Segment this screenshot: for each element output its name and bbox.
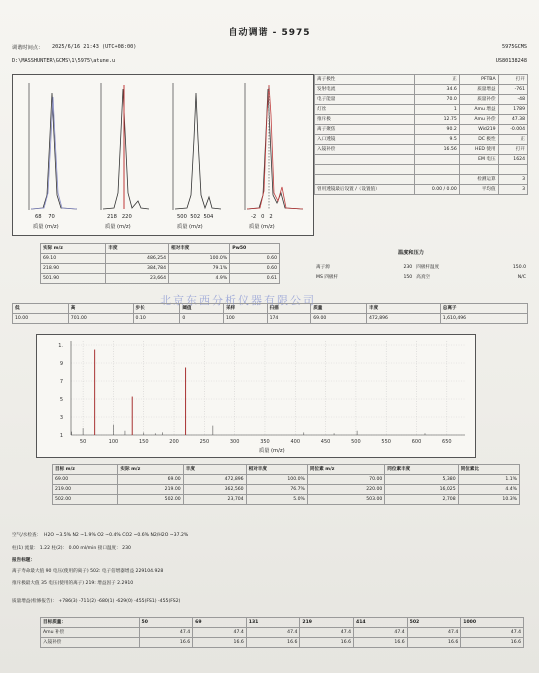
gain-row-cell: 16.6 bbox=[407, 638, 461, 648]
param-row-cell: 检测运算 bbox=[459, 175, 498, 185]
gain-header-cell: 1000 bbox=[461, 618, 524, 628]
peak-row-cell: 0.60 bbox=[230, 254, 280, 264]
profile-3-axis-label: 质量 (m/z) bbox=[177, 224, 203, 230]
param-row bbox=[315, 125, 528, 135]
peak-header-cell: Pw50 bbox=[230, 244, 280, 254]
page-title: 自动调谐 - 5975 bbox=[228, 28, 311, 38]
peak-row-cell: 100.0% bbox=[169, 254, 230, 264]
profile-4-trace-b bbox=[247, 85, 303, 209]
scan-header-cell: 丰度 bbox=[366, 304, 440, 314]
iso-header-cell: 相对丰度 bbox=[246, 465, 307, 475]
param-row-cell: 曾用透镜最后设置 /（设置值） bbox=[315, 185, 415, 195]
peak-row bbox=[41, 274, 280, 284]
scan-header-cell: 质量 bbox=[311, 304, 367, 314]
iso-row-cell: 100.0% bbox=[246, 475, 307, 485]
y-tick-label: 7 bbox=[59, 379, 63, 385]
iso-row-cell: 2,708 bbox=[385, 495, 458, 505]
param-row-cell bbox=[498, 165, 527, 175]
scan-header-cell: 扫描 bbox=[267, 304, 311, 314]
watermark: 北京东西分析仪器有限公司 bbox=[160, 294, 316, 307]
param-row-cell: Amu 增益 bbox=[459, 105, 498, 115]
param-row-cell bbox=[415, 175, 459, 185]
temp-cell: 离子源 bbox=[316, 265, 330, 270]
param-row-cell: 离子极性 bbox=[315, 75, 415, 85]
iso-row-cell: 70.00 bbox=[307, 475, 384, 485]
param-row-cell: 12.75 bbox=[415, 115, 459, 125]
peak-row-cell: 218.90 bbox=[41, 264, 106, 274]
iso-row-cell: 220.00 bbox=[307, 485, 384, 495]
temp-cell: 150.0 bbox=[512, 264, 526, 270]
gain-row-cell: 47.4 bbox=[193, 628, 247, 638]
iso-row bbox=[53, 475, 520, 485]
profile-spectra-panel bbox=[12, 74, 314, 236]
param-row-cell bbox=[415, 155, 459, 165]
file-path: D:\MASSHUNTER\GCMS\1\5975\atune.u bbox=[12, 58, 116, 64]
iso-row-cell: 69.00 bbox=[53, 475, 118, 485]
param-row-cell: 入镜补偿 bbox=[315, 145, 415, 155]
iso-row-cell: 472,896 bbox=[183, 475, 246, 485]
peak-header-cell: 相对丰度 bbox=[169, 244, 230, 254]
profile-2-trace bbox=[103, 89, 149, 209]
param-row-cell: EM 电压 bbox=[459, 155, 498, 165]
x-tick-label: 350 bbox=[260, 439, 270, 445]
temp-cell: N/C bbox=[517, 274, 526, 280]
lens-gain-line: 质量增益(检修报告)： +786(3) -711(2) -680(1) -629(0) -455(FS1) -455(FS2) bbox=[12, 599, 181, 604]
param-row bbox=[315, 135, 528, 145]
param-row-cell: 0.00 / 0.00 bbox=[415, 185, 459, 195]
iso-row-cell: 16,025 bbox=[385, 485, 458, 495]
profile-2-ticks: 218 220 bbox=[107, 214, 132, 220]
profile-4-trace bbox=[247, 89, 303, 209]
instrument-model: 5975GCMS bbox=[502, 44, 527, 50]
scan-value-cell: 174 bbox=[267, 314, 311, 324]
scan-spectrum-chart bbox=[36, 334, 476, 458]
y-tick-label: 1. bbox=[58, 343, 63, 349]
temp-cell: 四极杆温度 bbox=[416, 265, 440, 270]
profile-3-trace bbox=[175, 93, 221, 209]
iso-row-cell: 69.00 bbox=[118, 475, 183, 485]
param-row bbox=[315, 165, 528, 175]
param-row-cell: 质量增益 bbox=[459, 85, 498, 95]
param-row-cell: -761 bbox=[498, 85, 527, 95]
param-row bbox=[315, 185, 528, 195]
peak-row-cell: 0.60 bbox=[230, 264, 280, 274]
temp-cell: 230 bbox=[403, 264, 413, 270]
iso-row-cell: 503.00 bbox=[307, 495, 384, 505]
gain-header-cell: 502 bbox=[407, 618, 461, 628]
param-row-cell: -0.004 bbox=[498, 125, 527, 135]
param-row bbox=[315, 95, 528, 105]
param-row-cell: 3 bbox=[498, 175, 527, 185]
scan-value-cell: 1,610,496 bbox=[440, 314, 527, 324]
serial-number: US80138248 bbox=[495, 58, 527, 64]
peak-table bbox=[40, 243, 280, 284]
peak-row-cell: 501.90 bbox=[41, 274, 106, 284]
gain-header-cell: 131 bbox=[246, 618, 300, 628]
param-row-cell: DC 极性 bbox=[459, 135, 498, 145]
gain-row-cell: 16.6 bbox=[300, 638, 354, 648]
temperature-table bbox=[314, 262, 528, 282]
profile-1-trace-b bbox=[31, 97, 77, 209]
iso-row bbox=[53, 485, 520, 495]
y-tick-label: 5 bbox=[59, 397, 63, 403]
x-tick-label: 500 bbox=[351, 439, 361, 445]
y-tick-label: 1 bbox=[59, 433, 63, 439]
iso-row-cell: 502.00 bbox=[118, 495, 183, 505]
x-tick-label: 50 bbox=[79, 439, 87, 445]
tune-time: 2025/6/16 21:43 (UTC+08:00) bbox=[52, 44, 137, 50]
profile-1-axis-label: 质量 (m/z) bbox=[33, 224, 59, 230]
scan-spectrum-svg bbox=[37, 335, 475, 457]
temp-cell: 高真空 bbox=[416, 275, 431, 280]
scan-header bbox=[13, 304, 528, 314]
param-row-cell: 1624 bbox=[498, 155, 527, 165]
param-row bbox=[315, 115, 528, 125]
status-line-1: 离子寿命最大值 90 电压(使用的离子) 502: 电子倍增器增益 229104.928 bbox=[12, 569, 164, 574]
scan-value-cell: 472,896 bbox=[366, 314, 440, 324]
peak-row-cell: 486,254 bbox=[106, 254, 169, 264]
param-row-cell: 质量补偿 bbox=[459, 95, 498, 105]
gain-header-cell: 目标质量： bbox=[41, 618, 140, 628]
x-tick-label: 150 bbox=[138, 439, 149, 445]
param-row-cell: 灯丝 bbox=[315, 105, 415, 115]
tune-params-table bbox=[314, 74, 528, 195]
gain-header bbox=[41, 618, 524, 628]
profile-4-axis-label: 质量 (m/z) bbox=[249, 224, 275, 230]
x-tick-label: 450 bbox=[320, 439, 331, 445]
param-row-cell: PFTBA bbox=[459, 75, 498, 85]
scan-header-cell: 高 bbox=[68, 304, 133, 314]
param-row-cell: 16.56 bbox=[415, 145, 459, 155]
param-row-cell: 推斥极 bbox=[315, 115, 415, 125]
param-row-cell: 打开 bbox=[498, 145, 527, 155]
gain-row-cell: 47.4 bbox=[461, 628, 524, 638]
gain-header-cell: 50 bbox=[139, 618, 193, 628]
peak-row-cell: 79.1% bbox=[169, 264, 230, 274]
status-line-2: 推斥极最大值 35 电压(使用的离子) 219: 增益因子 2.2910 bbox=[12, 581, 134, 586]
param-row bbox=[315, 175, 528, 185]
iso-row-cell: 5.0% bbox=[246, 495, 307, 505]
peak-header-cell: 实际 m/z bbox=[41, 244, 106, 254]
peak-row-cell: 4.9% bbox=[169, 274, 230, 284]
x-tick-label: 100 bbox=[108, 439, 119, 445]
x-tick-label: 650 bbox=[442, 439, 452, 445]
param-row-cell: HED 使用 bbox=[459, 145, 498, 155]
iso-row-cell: 76.7% bbox=[246, 485, 307, 495]
gain-row-cell: 16.6 bbox=[246, 638, 300, 648]
param-row-cell: 正 bbox=[498, 135, 527, 145]
iso-row-cell: 362,560 bbox=[183, 485, 246, 495]
column-flow-line: 柱(1) 流量： 1.22 柱(2)： 0.00 ml/min 接口温度： 230 bbox=[12, 546, 131, 551]
iso-row-cell: 10.3% bbox=[458, 495, 519, 505]
gain-row-cell: 47.4 bbox=[354, 628, 408, 638]
param-row bbox=[315, 75, 528, 85]
param-row-cell bbox=[315, 155, 415, 165]
iso-header-cell: 实际 m/z bbox=[118, 465, 183, 475]
temp-row bbox=[314, 272, 528, 282]
iso-row-cell: 1.1% bbox=[458, 475, 519, 485]
isotope-table bbox=[52, 464, 520, 505]
temp-cell: MS 四极杆 bbox=[316, 275, 339, 280]
param-row-cell: Amu 补偿 bbox=[459, 115, 498, 125]
peak-row-cell: 384,784 bbox=[106, 264, 169, 274]
temp-cell: 150 bbox=[403, 274, 413, 280]
iso-header bbox=[53, 465, 520, 475]
x-tick-label: 300 bbox=[229, 439, 240, 445]
gain-header-cell: 414 bbox=[354, 618, 408, 628]
x-tick-label: 200 bbox=[169, 439, 179, 445]
iso-row-cell: 219.00 bbox=[118, 485, 183, 495]
param-row-cell bbox=[315, 165, 415, 175]
param-row-cell bbox=[315, 175, 415, 185]
scan-header-cell: 采样 bbox=[223, 304, 267, 314]
param-row-cell: -48 bbox=[498, 95, 527, 105]
gain-table bbox=[40, 617, 524, 648]
y-tick-label: 3 bbox=[59, 415, 63, 421]
x-tick-label: 250 bbox=[199, 439, 210, 445]
param-row bbox=[315, 155, 528, 165]
profile-3-ticks: 500 502 504 bbox=[177, 214, 214, 220]
gain-row-cell: 47.4 bbox=[139, 628, 193, 638]
iso-row-cell: 5,380 bbox=[385, 475, 458, 485]
param-row-cell: 9.5 bbox=[415, 135, 459, 145]
gain-row-cell: 16.6 bbox=[193, 638, 247, 648]
scan-value-cell: 100 bbox=[223, 314, 267, 324]
param-row-cell: 发射电流 bbox=[315, 85, 415, 95]
param-row-cell bbox=[415, 165, 459, 175]
gain-row-cell: 47.4 bbox=[407, 628, 461, 638]
iso-header-cell: 目标 m/z bbox=[53, 465, 118, 475]
profile-1-ticks: 68 70 bbox=[35, 214, 55, 220]
scan-value-cell: 701.00 bbox=[68, 314, 133, 324]
param-row-cell: 离子聚焦 bbox=[315, 125, 415, 135]
scan-header-cell: 阈值 bbox=[180, 304, 224, 314]
peak-row bbox=[41, 254, 280, 264]
profile-2-axis-label: 质量 (m/z) bbox=[105, 224, 131, 230]
gain-header-cell: 69 bbox=[193, 618, 247, 628]
iso-header-cell: 同位素 m/z bbox=[307, 465, 384, 475]
gain-row-cell: 入镜补偿 bbox=[41, 638, 140, 648]
air-water-check: 空气/水检查： H2O ~3.5% N2 ~1.9% O2 ~0.4% CO2 ~0.6% N2/H2O ~37.2% bbox=[12, 533, 189, 538]
param-row-cell: 平均值 bbox=[459, 185, 498, 195]
param-row-cell: 1789 bbox=[498, 105, 527, 115]
peak-row-cell: 0.61 bbox=[230, 274, 280, 284]
status-title: 报告标题： bbox=[12, 558, 35, 563]
param-row-cell: 34.6 bbox=[415, 85, 459, 95]
peak-row-cell: 69.10 bbox=[41, 254, 106, 264]
tune-time-label: 调谐时间点： bbox=[12, 45, 44, 51]
profile-spectra-svg bbox=[13, 75, 313, 235]
scan-value-cell: 0.10 bbox=[133, 314, 180, 324]
peak-header-cell: 丰度 bbox=[106, 244, 169, 254]
x-tick-label: 550 bbox=[381, 439, 391, 445]
profile-4-ticks: -2 0 2 bbox=[251, 214, 273, 220]
x-tick-label: 400 bbox=[290, 439, 301, 445]
gain-row-cell: 16.6 bbox=[139, 638, 193, 648]
iso-row-cell: 502.00 bbox=[53, 495, 118, 505]
param-row-cell: Wid219 bbox=[459, 125, 498, 135]
x-tick-label: 600 bbox=[411, 439, 422, 445]
iso-row-cell: 219.00 bbox=[53, 485, 118, 495]
gain-row-cell: Amu 补偿 bbox=[41, 628, 140, 638]
peak-row bbox=[41, 264, 280, 274]
scan-header-cell: 步长 bbox=[133, 304, 180, 314]
iso-row-cell: 4.4% bbox=[458, 485, 519, 495]
scan-values-row bbox=[13, 314, 528, 324]
scan-param-table bbox=[12, 303, 528, 324]
param-row bbox=[315, 105, 528, 115]
gain-header-cell: 219 bbox=[300, 618, 354, 628]
scan-header-cell: 低 bbox=[13, 304, 69, 314]
gain-row-cell: 16.6 bbox=[354, 638, 408, 648]
scan-value-cell: 10.00 bbox=[13, 314, 69, 324]
gain-row-cell: 47.4 bbox=[300, 628, 354, 638]
iso-header-cell: 同位素丰度 bbox=[385, 465, 458, 475]
param-row-cell: 打开 bbox=[498, 75, 527, 85]
gain-row-cell: 47.4 bbox=[246, 628, 300, 638]
iso-header-cell: 丰度 bbox=[183, 465, 246, 475]
scan-value-cell: 0 bbox=[180, 314, 224, 324]
param-row-cell: 电子能量 bbox=[315, 95, 415, 105]
param-row bbox=[315, 145, 528, 155]
param-row-cell: 70.0 bbox=[415, 95, 459, 105]
gain-row bbox=[41, 638, 524, 648]
param-row-cell: 入口透镜 bbox=[315, 135, 415, 145]
temperature-title: 温度和压力 bbox=[398, 250, 424, 256]
param-row-cell: 3 bbox=[498, 185, 527, 195]
scan-xlabel: 质量 (m/z) bbox=[259, 448, 285, 454]
gain-row bbox=[41, 628, 524, 638]
iso-header-cell: 同位素比 bbox=[458, 465, 519, 475]
y-tick-label: 9 bbox=[59, 361, 63, 367]
iso-row bbox=[53, 495, 520, 505]
param-row-cell: 47.38 bbox=[498, 115, 527, 125]
scan-value-cell: 69.00 bbox=[311, 314, 367, 324]
temp-row bbox=[314, 262, 528, 272]
gain-row-cell: 16.6 bbox=[461, 638, 524, 648]
iso-row-cell: 23,704 bbox=[183, 495, 246, 505]
param-row-cell: 1 bbox=[415, 105, 459, 115]
param-row bbox=[315, 85, 528, 95]
scan-header-cell: 总离子 bbox=[440, 304, 527, 314]
param-row-cell bbox=[459, 165, 498, 175]
param-row-cell: 正 bbox=[415, 75, 459, 85]
peak-row-cell: 23,664 bbox=[106, 274, 169, 284]
param-row-cell: 90.2 bbox=[415, 125, 459, 135]
peak-header bbox=[41, 244, 280, 254]
